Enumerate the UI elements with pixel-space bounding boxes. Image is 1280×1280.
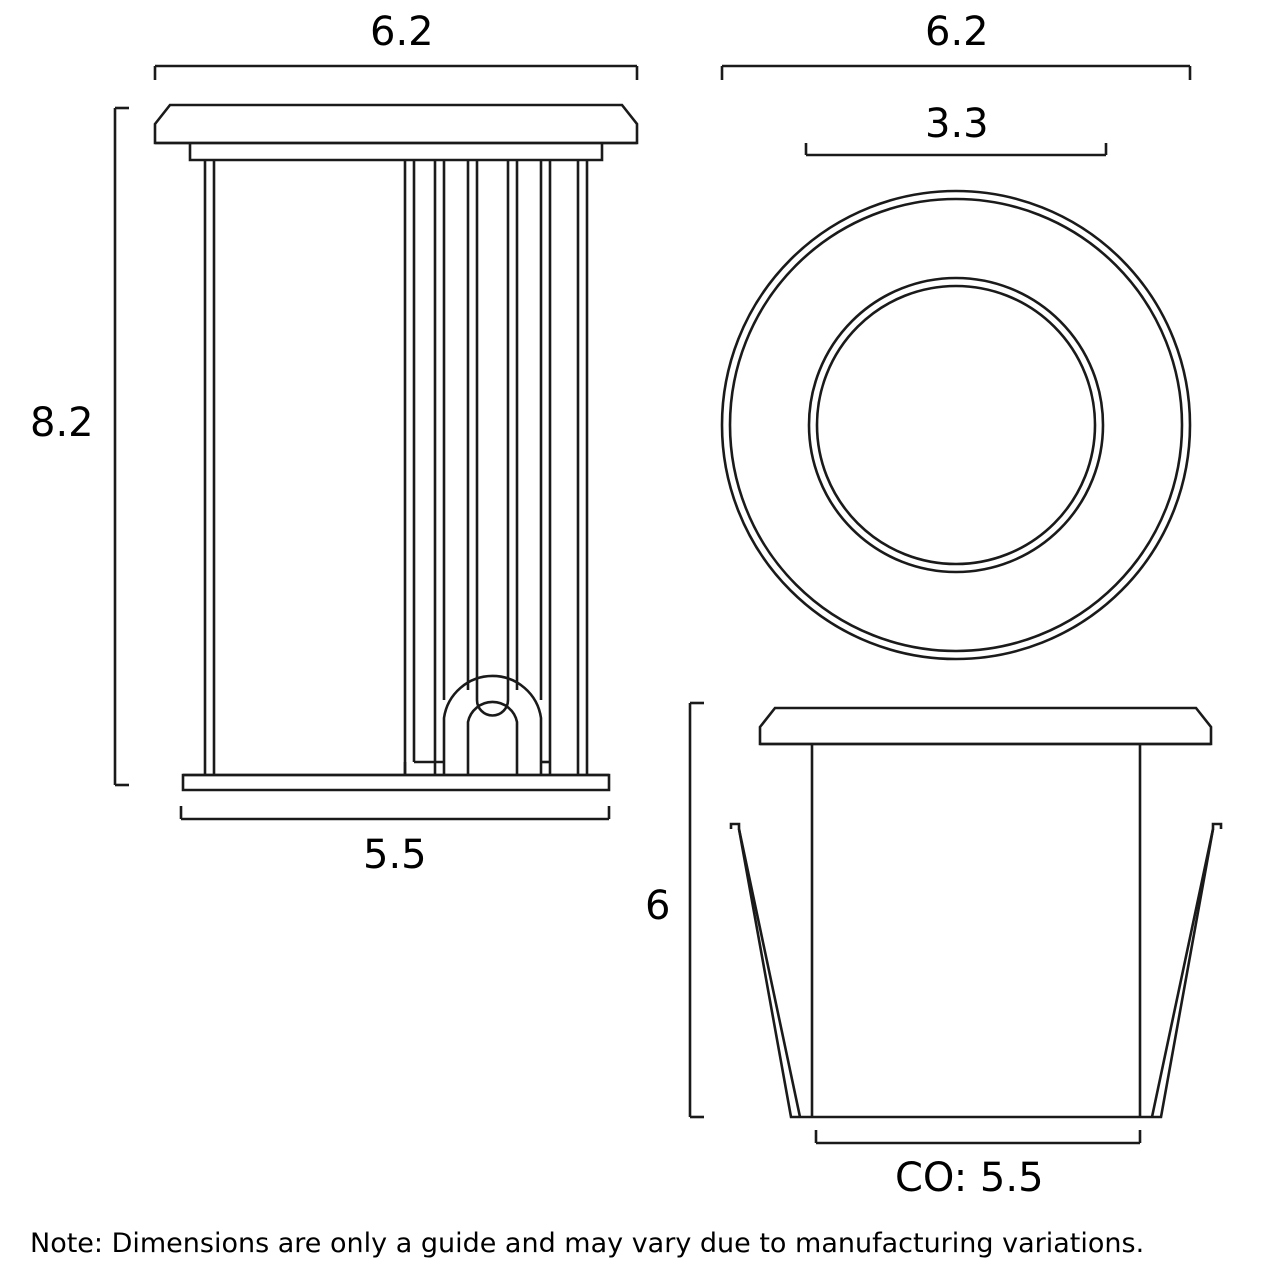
dimension-line-front-height — [115, 108, 129, 785]
label-side-cutout: CO: 5.5 — [895, 1155, 1044, 1201]
label-top-outer-diameter: 6.2 — [925, 9, 989, 55]
dimension-line-front-base-width — [181, 806, 609, 819]
label-top-inner-diameter: 3.3 — [925, 101, 989, 147]
label-front-base-width: 5.5 — [363, 832, 427, 878]
front-section-geometry — [155, 105, 637, 790]
side-section-geometry — [731, 708, 1221, 1117]
dimension-line-top-outer-diameter — [722, 66, 1190, 80]
dimension-line-side-cutout — [816, 1130, 1140, 1143]
label-front-width: 6.2 — [370, 9, 434, 55]
label-front-height: 8.2 — [30, 400, 94, 446]
manufacturing-note: Note: Dimensions are only a guide and may vary due to manufacturing variations. — [30, 1228, 1145, 1259]
top-view-geometry — [722, 191, 1190, 659]
dimension-line-front-width — [155, 66, 637, 80]
label-side-height: 6 — [645, 883, 671, 929]
dimension-line-side-height — [690, 703, 704, 1117]
